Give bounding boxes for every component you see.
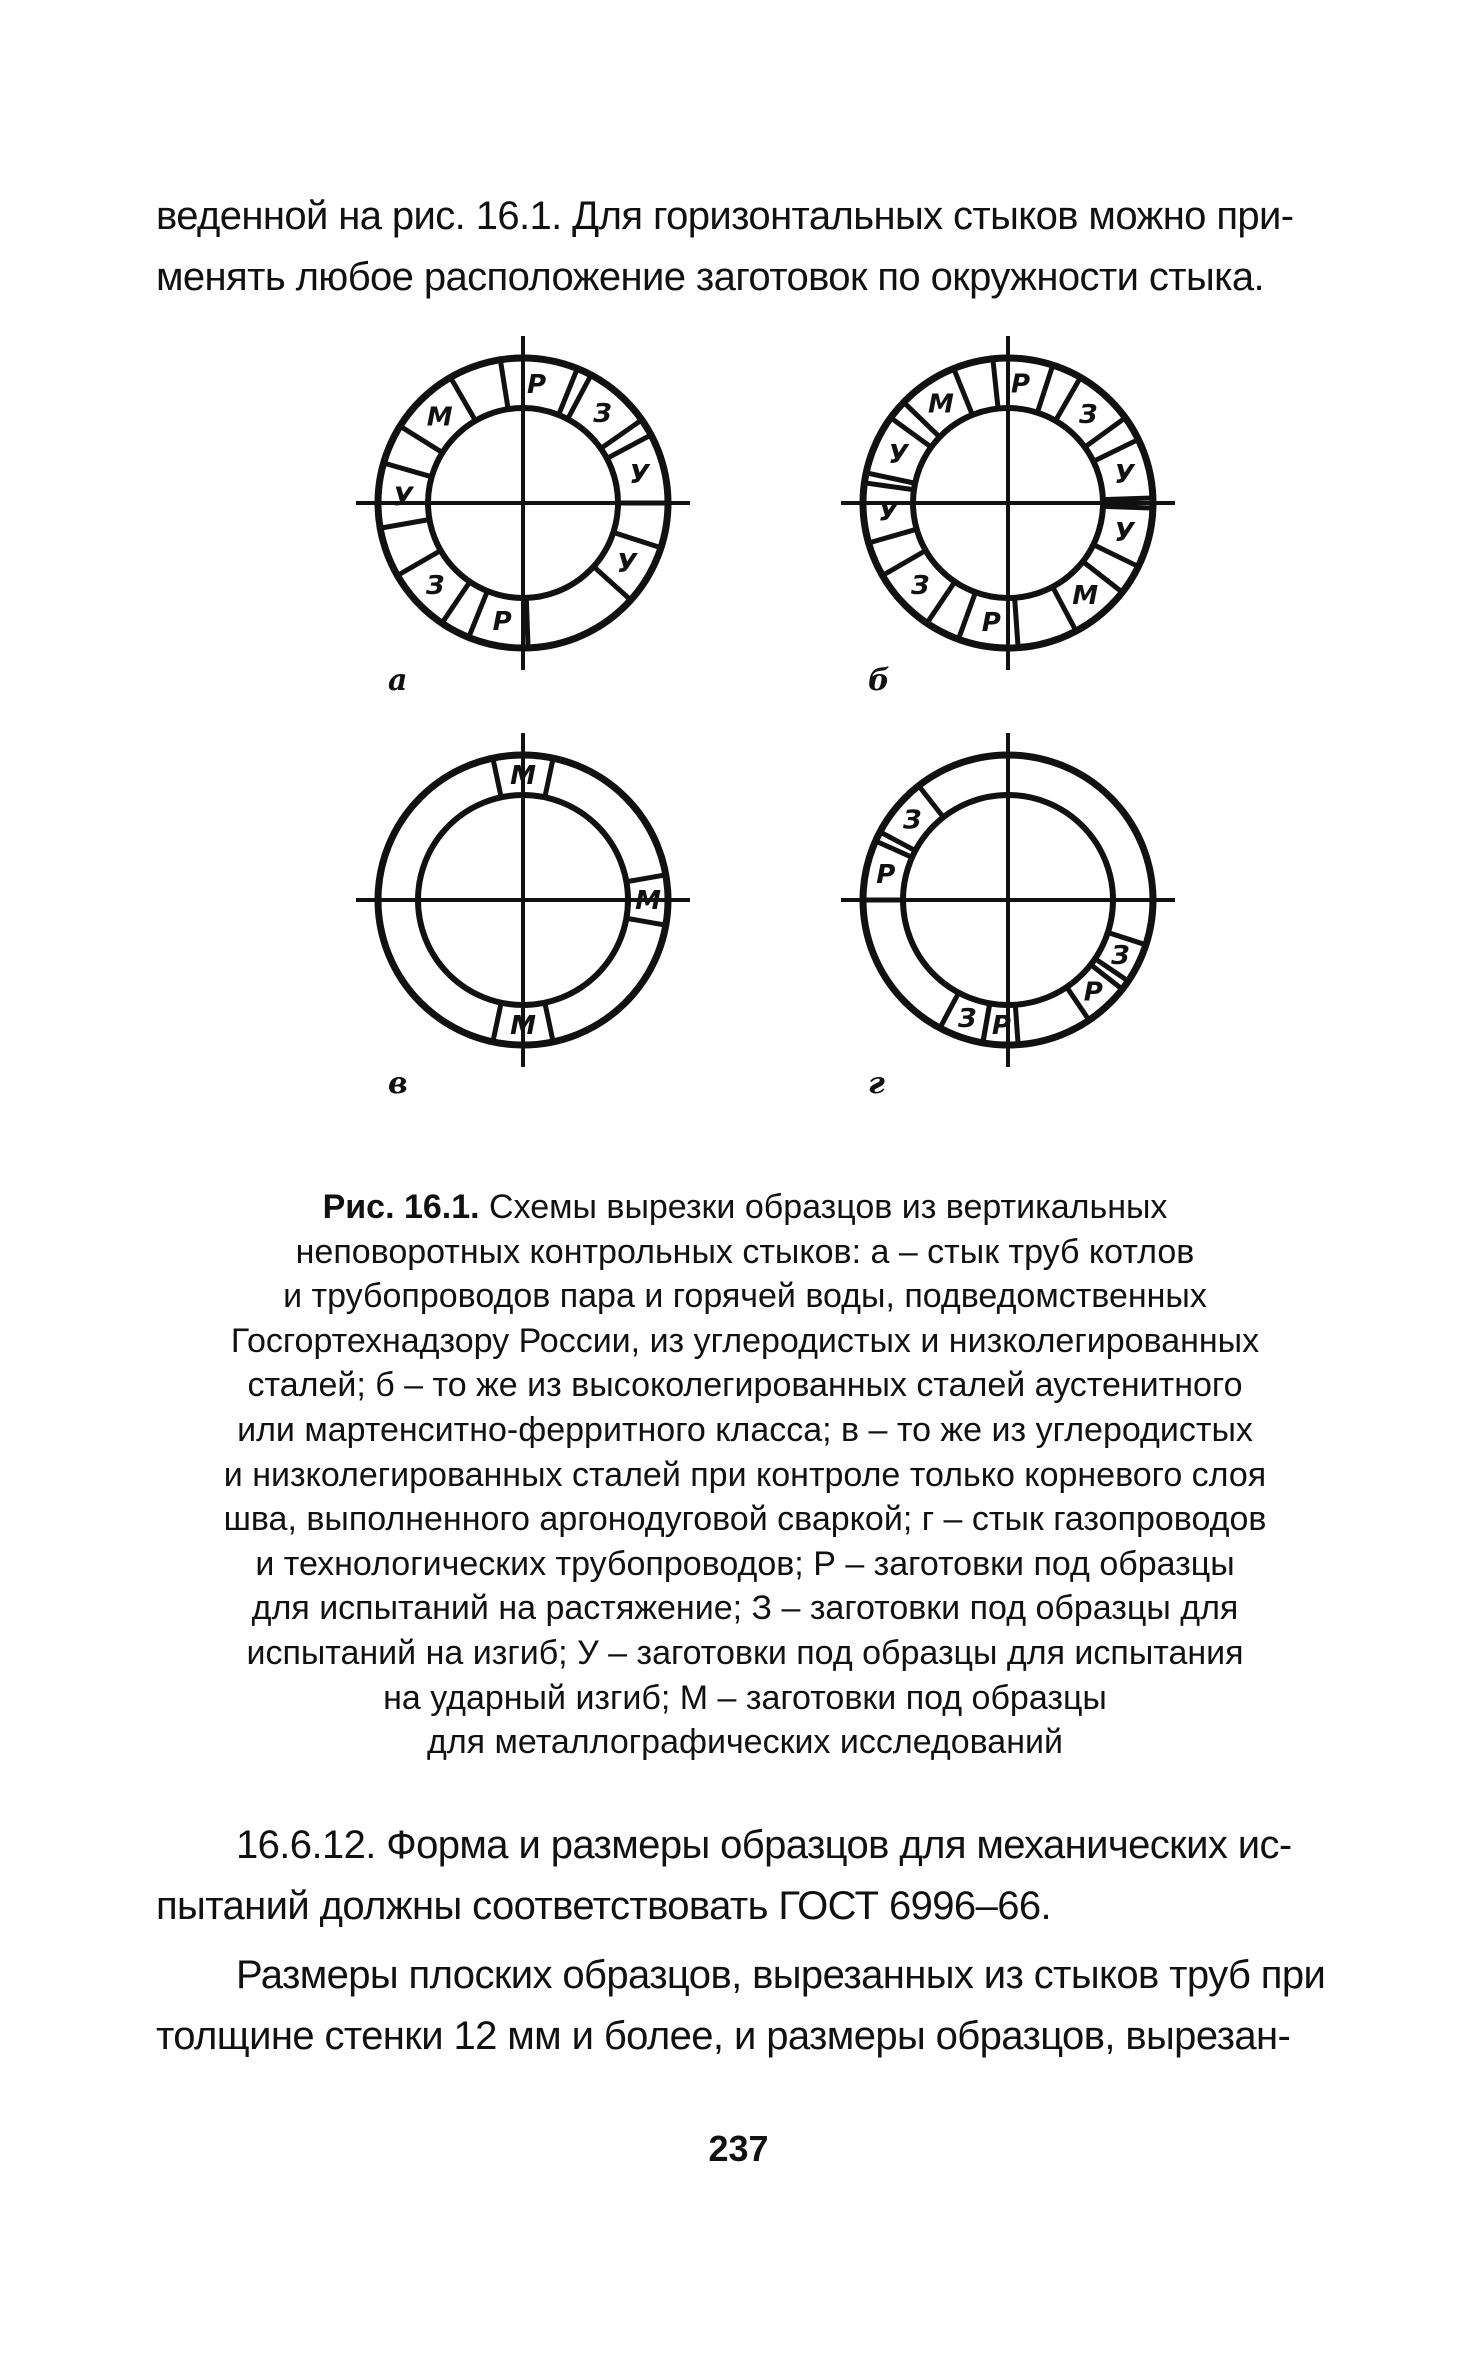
segment-divider	[1103, 506, 1153, 508]
specimen-blank-label: У	[1114, 518, 1135, 549]
specimen-blank-label: М	[927, 389, 954, 420]
scheme-panel-4	[841, 733, 1175, 1101]
segment-divider	[493, 1003, 501, 1042]
caption-line-10: для испытаний на растяжение; З – заготовки под образцы для	[251, 1589, 1239, 1628]
specimen-blank-label: З	[1079, 399, 1098, 430]
caption-line-6: или мартенситно-ферритного класса; в – то же из углеродистых	[237, 1410, 1253, 1449]
caption-line-11: испытаний на изгиб; У – заготовки под образцы для испытания	[246, 1633, 1244, 1672]
paragraph-3-line-1: Размеры плоских образцов, вырезанных из стыков труб при	[236, 1953, 1326, 1997]
top-paragraph-line-1: веденной на рис. 16.1. Для горизонтальных стыков можно при-	[156, 194, 1294, 238]
caption-text-1: Схемы вырезки образцов из вертикальных	[479, 1188, 1168, 1226]
figure-caption	[160, 1185, 1330, 1765]
scheme-panel-3	[356, 733, 690, 1101]
specimen-blank-label: Р	[1011, 369, 1031, 400]
specimen-blank-label: Р	[981, 607, 1001, 638]
specimen-blank-label: З	[1111, 940, 1130, 971]
segment-divider	[613, 532, 661, 547]
scheme-panel-label: б	[868, 663, 890, 698]
caption-line-4: Госгортехнадзору России, из углеродистых и низколегированных	[230, 1321, 1260, 1360]
caption-line-5: сталей; б – то же из высоколегированных сталей аустенитного	[247, 1366, 1243, 1405]
paragraph-2-line-2: пытаний должны соответствовать ГОСТ 6996–66.	[156, 1884, 1052, 1928]
specimen-blank-label: М	[426, 402, 453, 433]
caption-line-3: и трубопроводов пара и горячей воды, подведомственных	[283, 1277, 1207, 1316]
caption-line-2: неповоротных контрольных стыков: а – стык труб котлов	[295, 1232, 1195, 1271]
segment-divider	[1015, 598, 1018, 648]
specimen-blank-label: Р	[1083, 977, 1103, 1008]
top-paragraph	[156, 186, 1336, 308]
scheme-panel-label: г	[868, 1066, 885, 1101]
segment-divider	[545, 758, 553, 797]
specimen-blank-label: Р	[991, 1010, 1011, 1041]
specimen-blank-label: У	[629, 459, 650, 490]
segment-divider	[380, 519, 429, 528]
caption-line-12: на ударный изгиб; М – заготовки под образцы	[383, 1678, 1107, 1717]
segment-divider	[1037, 365, 1052, 413]
specimen-blank-label: Р	[527, 369, 547, 400]
segment-divider	[869, 529, 917, 543]
specimen-blank-label: Р	[876, 860, 896, 891]
specimen-blank-label: У	[616, 549, 637, 579]
caption-line-8: шва, выполненного аргонодуговой сваркой; г – стык газопроводов	[223, 1500, 1267, 1539]
caption-label: Рис. 16.1.	[322, 1188, 480, 1226]
top-paragraph-line-2: менять любое расположение заготовок по окружности стыка.	[156, 255, 1265, 299]
segment-divider	[983, 1003, 990, 1042]
paragraph-3-line-2: толщине стенки 12 мм и более, и размеры образцов, вырезан-	[156, 2014, 1291, 2058]
segment-divider	[469, 591, 488, 637]
scheme-panel-label: а	[388, 663, 408, 698]
specimen-blank-label: З	[593, 399, 612, 430]
specimen-blank-label: З	[910, 570, 930, 601]
segment-divider	[493, 758, 501, 797]
segment-divider	[954, 369, 973, 415]
paragraph-2-line-1: 16.6.12. Форма и размеры образцов для механических ис-	[236, 1823, 1292, 1867]
scheme-panel-label: в	[388, 1066, 408, 1101]
paragraph-16-6-12	[156, 1815, 1336, 1937]
figure-16-1	[340, 335, 1190, 1115]
page-number: 237	[708, 2128, 769, 2169]
segment-divider	[1015, 1005, 1018, 1045]
specimen-blank-label: М	[510, 1011, 536, 1041]
caption-line-1	[160, 1185, 1330, 1230]
segment-divider	[442, 582, 470, 623]
specimen-blank-label: М	[1072, 580, 1099, 611]
specimen-blank-label: У	[878, 497, 899, 528]
segment-divider	[993, 359, 998, 409]
segment-divider	[927, 582, 955, 623]
specimen-blank-label: Р	[492, 607, 512, 638]
specimen-blank-label: М	[510, 761, 536, 791]
specimen-blank-label: З	[425, 570, 445, 601]
segment-divider	[940, 993, 959, 1028]
specimen-blank-label: З	[958, 1004, 977, 1035]
caption-line-9: и технологических трубопроводов; Р – заготовки под образцы	[255, 1544, 1235, 1583]
segment-divider	[626, 875, 665, 882]
segment-divider	[1093, 439, 1138, 461]
segment-divider	[526, 598, 528, 648]
segment-divider	[958, 592, 975, 639]
specimen-blank-label: У	[888, 440, 909, 471]
segment-divider	[1103, 498, 1153, 500]
caption-line-7: и низколегированных сталей при контроле только корневого слоя	[223, 1455, 1267, 1494]
specimen-blank-label: У	[1114, 459, 1135, 490]
segment-divider	[384, 463, 432, 477]
segment-divider	[919, 786, 944, 818]
specimen-blank-label: З	[903, 805, 922, 836]
segment-divider	[500, 360, 508, 409]
segment-divider	[545, 1003, 553, 1042]
segment-divider	[1056, 377, 1081, 420]
specimen-blank-label: М	[635, 886, 661, 916]
segment-divider	[451, 377, 476, 420]
scheme-panel-1	[356, 336, 690, 698]
segment-divider	[626, 918, 665, 925]
scheme-panel-2	[841, 336, 1175, 698]
figure-drawing	[340, 335, 1190, 1115]
paragraph-sample-sizes	[156, 1945, 1336, 2067]
caption-line-13: для металлографических исследований	[427, 1723, 1063, 1762]
specimen-blank-label: У	[393, 482, 414, 513]
